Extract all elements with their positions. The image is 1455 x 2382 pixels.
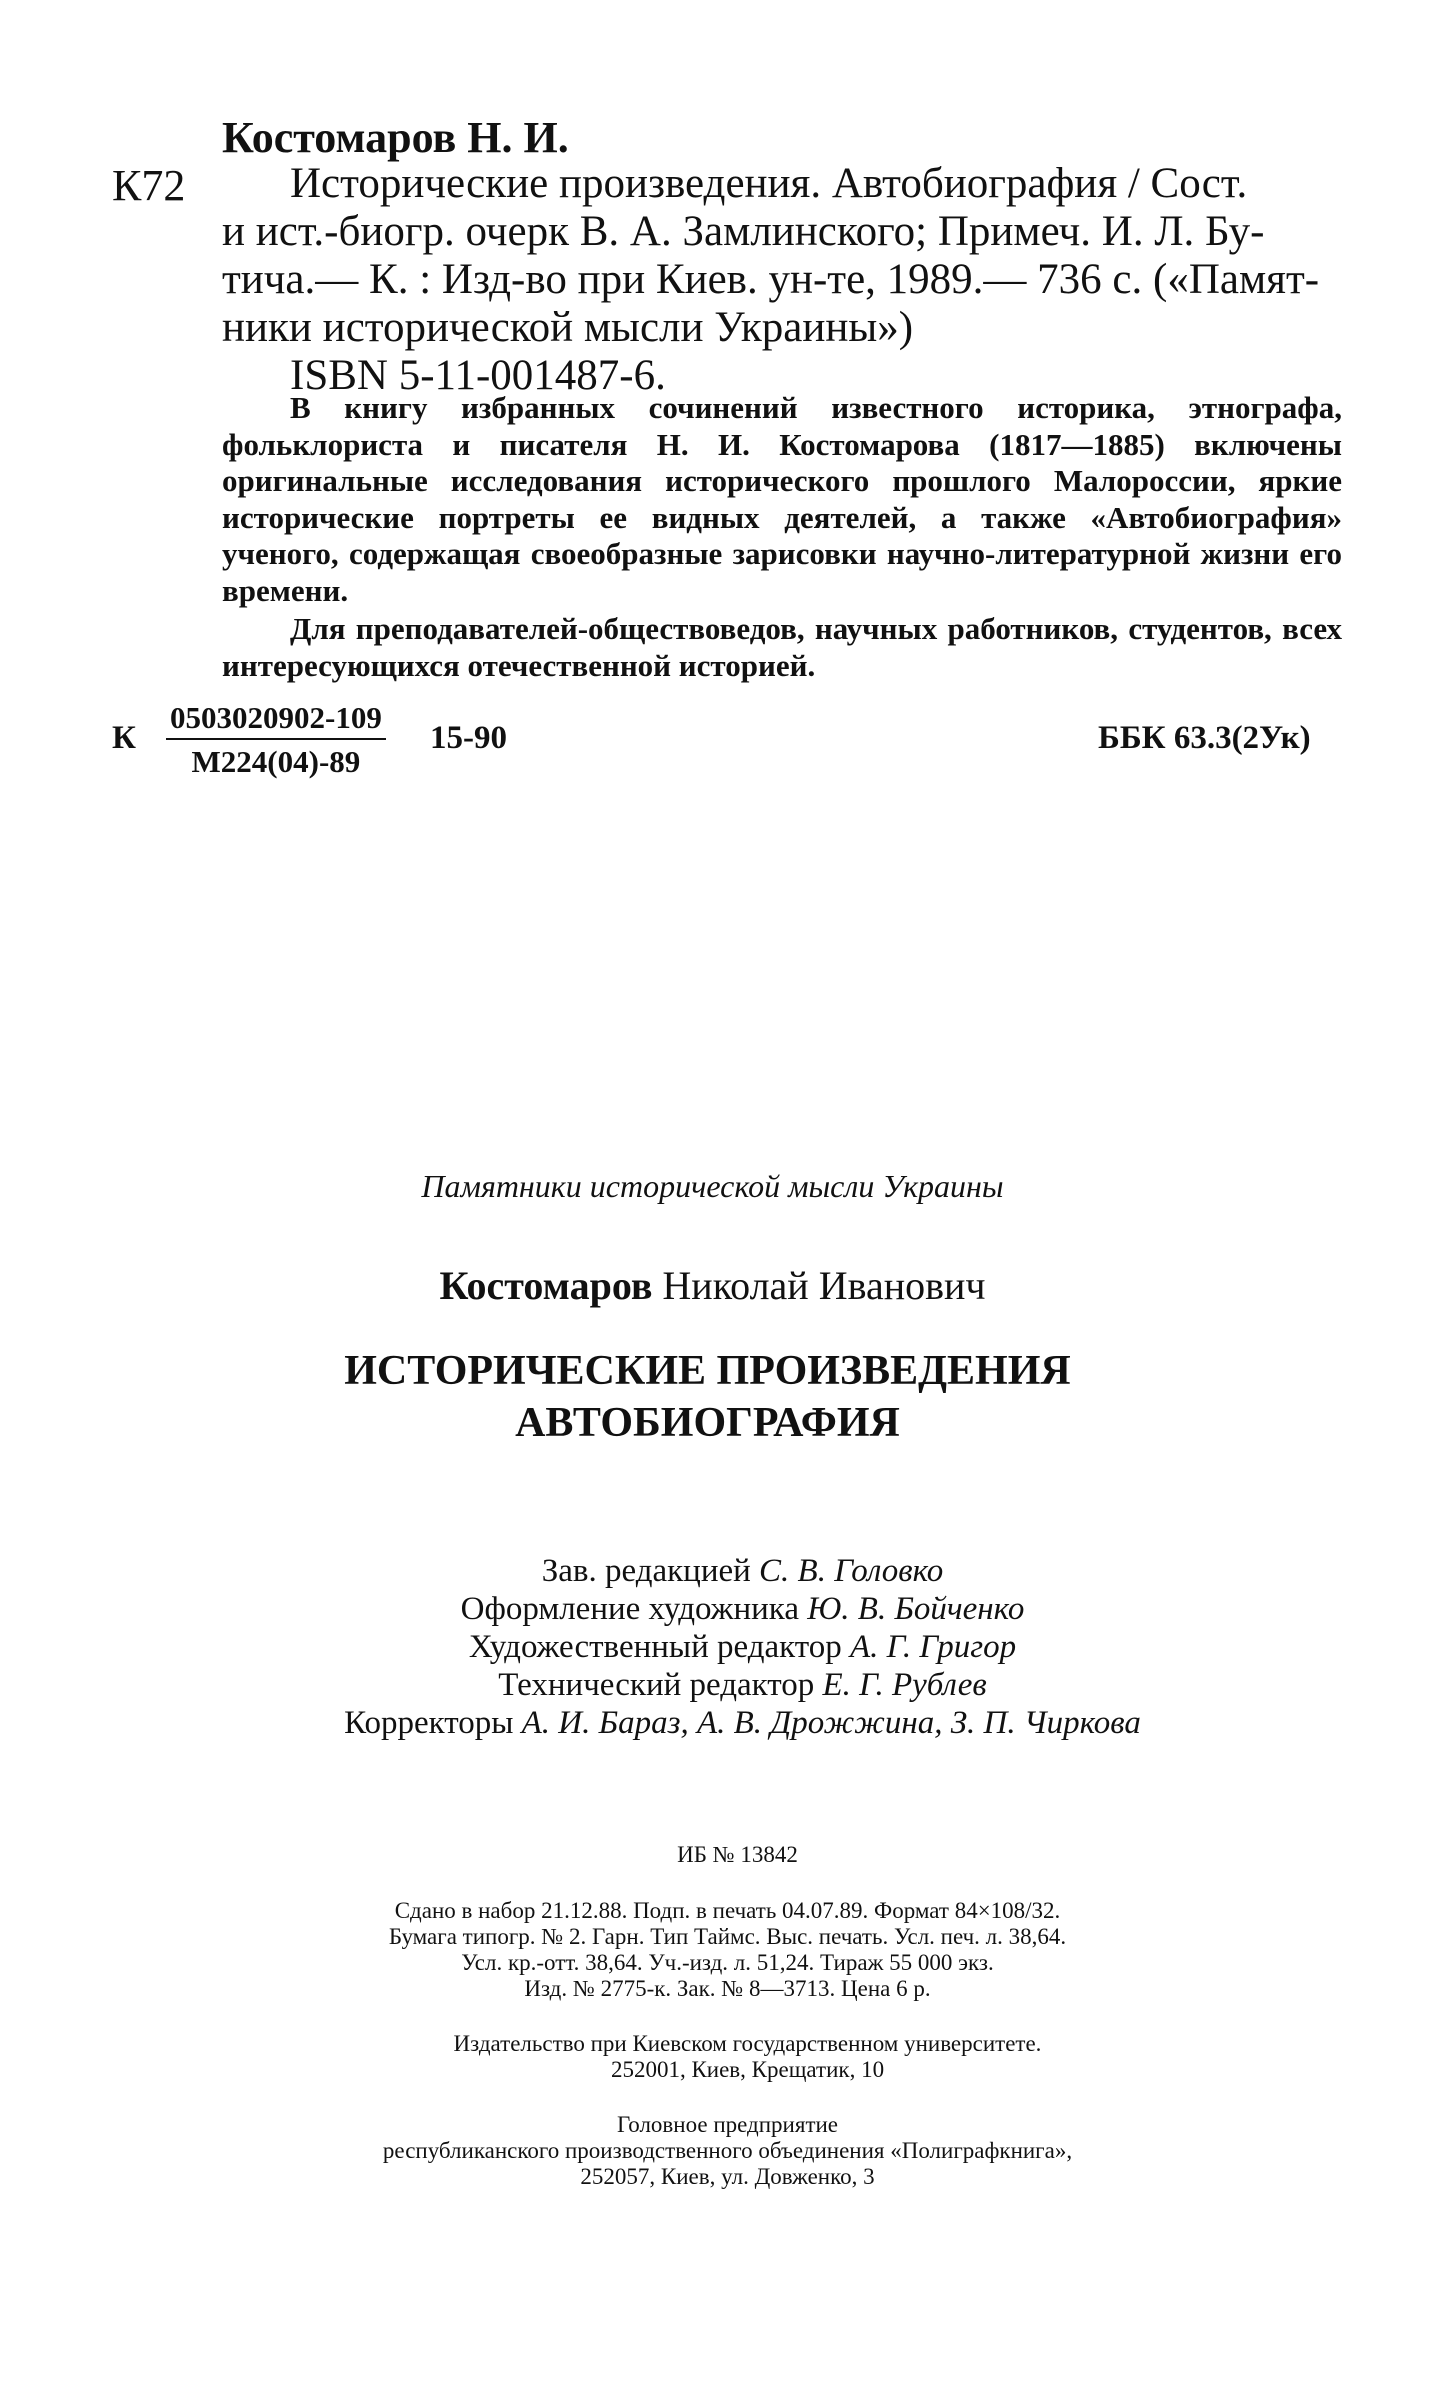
credit-name: Е. Г. Рублев [822,1667,987,1703]
classification-letter: К [112,720,136,756]
credit-line [30,1552,1455,1590]
credit-name: А. И. Бараз, А. В. Дрожжина, З. П. Чиркова [521,1705,1141,1741]
abstract-paragraph: Для преподавателей-обществоведов, научных работников, студентов, всех интересующихся отечественной историей. [222,611,1342,683]
credits [0,1552,1455,1742]
classification-fraction [166,700,386,780]
imprint-line: Изд. № 2775-к. Зак. № 8—3713. Цена 6 р. [524,1976,931,2001]
credit-role: Технический редактор [498,1667,815,1703]
bib-line: и ист.-биогр. очерк В. А. Замлинского; Примеч. И. Л. Бу- [222,208,1265,255]
printer-line: республиканского производственного объединения «Полиграфкнига», [382,2138,1073,2163]
credit-name: А. Г. Григор [849,1629,1017,1665]
bbk-code: ББК 63.3(2Ук) [1098,720,1311,756]
author-heading: Костомаров Н. И. [222,113,569,162]
printer-line: Головное предприятие [616,2112,839,2137]
bib-line: тича.— К. : Изд-во при Киев. ун-те, 1989.— 736 с. («Памят- [222,256,1320,303]
author-given-names: Николай Иванович [662,1263,986,1308]
classification-denominator: М224(04)-89 [191,744,361,779]
printer-info [0,2112,1455,2190]
catalog-code: К72 [112,161,186,210]
book-title-line: ИСТОРИЧЕСКИЕ ПРОИЗВЕДЕНИЯ [344,1348,1071,1394]
bibliographic-record [222,160,1342,400]
bib-line: ники исторической мысли Украины») [222,304,914,351]
publisher-line: Издательство при Киевском государственном университете. [453,2031,1042,2056]
credit-role: Оформление художника [460,1591,799,1627]
imprint-line: Усл. кр.-отт. 38,64. Уч.-изд. л. 51,24. Тираж 55 000 экз. [461,1950,994,1975]
series-title: Памятники исторической мысли Украины [421,1168,1004,1204]
bib-line: Исторические произведения. Автобиография / Сост. [290,160,1248,207]
credit-role: Художественный редактор [468,1629,842,1665]
publisher-line: 252001, Киев, Крещатик, 10 [610,2057,885,2082]
credit-name: Ю. В. Бойченко [807,1591,1025,1627]
abstract [222,390,1342,684]
author-surname: Костомаров [439,1263,653,1308]
publisher-info [0,2031,1455,2083]
imprint-details [0,1898,1455,2002]
printer-line: 252057, Киев, ул. Довженко, 3 [580,2164,875,2189]
book-title-line: АВТОБИОГРАФИЯ [515,1400,900,1446]
credit-name: С. В. Головко [759,1553,944,1589]
credit-role: Зав. редакцией [541,1553,751,1589]
classification-numerator: 0503020902-109 [166,700,386,740]
credit-role: Корректоры [344,1705,514,1741]
abstract-paragraph: В книгу избранных сочинений известного историка, этнографа, фольклориста и писателя Н. И. Костомарова (1817—1885) включены оригинальные исследования исторического прошлого Малороссии, яркие исторические портреты ее видных деятелей, а также «Автобиография» ученого, содержащая своеобразные зарисовки научно-литературной жизни его времени. [222,390,1342,608]
isbn: ISBN 5-11-001487-6. [290,352,666,399]
book-title [0,1345,1455,1449]
credit-line [30,1628,1455,1666]
ib-number: ИБ № 13842 [677,1842,798,1867]
author-fullname [0,1262,1455,1309]
credit-line [30,1666,1455,1704]
classification-price-code: 15-90 [430,720,507,756]
credit-line [30,1704,1455,1742]
credit-line [30,1590,1455,1628]
imprint-line: Бумага типогр. № 2. Гарн. Тип Таймс. Выс. печать. Усл. печ. л. 38,64. [388,1924,1067,1949]
imprint-line: Сдано в набор 21.12.88. Подп. в печать 04.07.89. Формат 84×108/32. [394,1898,1061,1923]
